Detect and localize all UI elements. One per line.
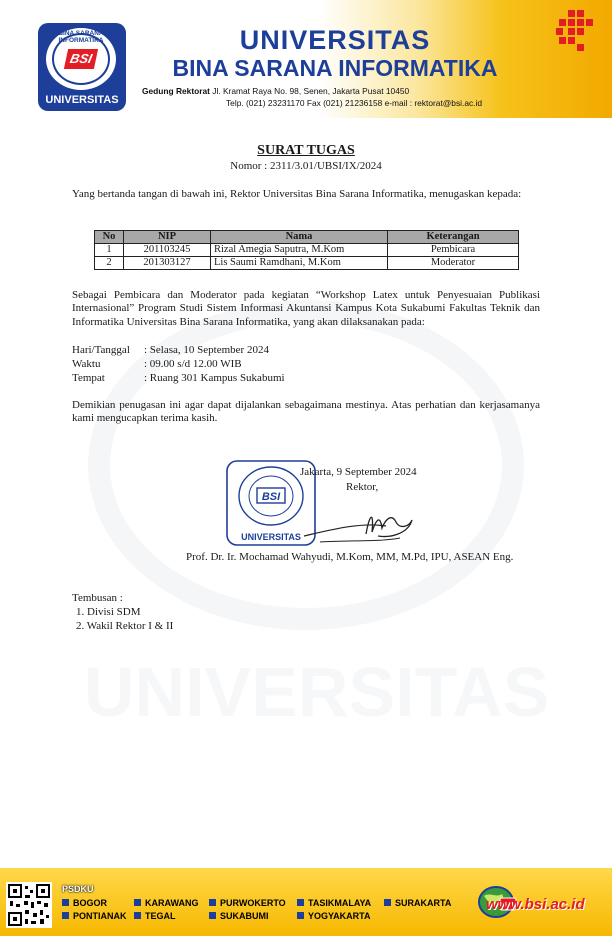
cc-item: 1. Divisi SDM bbox=[76, 606, 141, 618]
stamp-mark: BSI bbox=[261, 491, 281, 503]
row-no: 2 bbox=[95, 257, 124, 270]
signature-icon bbox=[300, 500, 420, 550]
stamp-label: UNIVERSITAS bbox=[241, 532, 301, 542]
row-no: 1 bbox=[95, 244, 124, 257]
location-item: KARAWANG bbox=[134, 898, 199, 908]
location-item: TASIKMALAYA bbox=[297, 898, 371, 908]
row-keterangan: Moderator bbox=[388, 257, 519, 270]
qr-code-icon bbox=[6, 882, 52, 928]
table-header-row bbox=[95, 231, 519, 244]
address-building: Gedung Rektorat bbox=[142, 86, 210, 96]
intro-paragraph: Yang bertanda tangan di bawah ini, Rektor Universitas Bina Sarana Informatika, menugaskan kepada: bbox=[72, 188, 522, 200]
detail-label: Tempat bbox=[72, 372, 105, 384]
row-nip: 201103245 bbox=[124, 244, 211, 257]
detail-date bbox=[72, 344, 269, 357]
location-item: PONTIANAK bbox=[62, 911, 127, 921]
place-date: Jakarta, 9 September 2024 bbox=[300, 466, 417, 478]
row-nip: 201303127 bbox=[124, 257, 211, 270]
assignee-table bbox=[94, 230, 519, 270]
detail-value: : Selasa, 10 September 2024 bbox=[144, 344, 269, 356]
cc-title: Tembusan : bbox=[72, 592, 123, 604]
row-nama: Lis Saumi Ramdhani, M.Kom bbox=[211, 257, 388, 270]
address-line bbox=[142, 86, 409, 96]
university-subtitle: BINA SARANA INFORMATIKA bbox=[172, 55, 498, 81]
watermark-text: UNIVERSITAS bbox=[84, 653, 550, 731]
logo-label: UNIVERSITAS bbox=[45, 94, 119, 106]
col-nip-header: NIP bbox=[124, 231, 211, 244]
closing-paragraph: Demikian penugasan ini agar dapat dijalankan sebagaimana mestinya. Atas perhatian dan kerjasamanya kami mengucapkan terima kasih. bbox=[72, 399, 540, 425]
signer-name: Prof. Dr. Ir. Mochamad Wahyudi, M.Kom, MM, M.Pd, IPU, ASEAN Eng. bbox=[186, 551, 514, 563]
col-nama-header: Nama bbox=[211, 231, 388, 244]
signer-role: Rektor, bbox=[346, 481, 379, 493]
col-keterangan-header: Keterangan bbox=[388, 231, 519, 244]
address-street: Jl. Kramat Raya No. 98, Senen, Jakarta Pusat 10450 bbox=[209, 86, 410, 96]
body-paragraph: Sebagai Pembicara dan Moderator pada kegiatan “Workshop Latex untuk Penyesuaian Publikasi Internasional” Program Studi Sistem Informasi Akuntansi Kampus Kota Sukabumi Fakultas Teknik dan Informatika Universitas Bina Sarana Informatika, yang akan dilaksanakan pada: bbox=[72, 289, 540, 328]
detail-value: : Ruang 301 Kampus Sukabumi bbox=[144, 372, 285, 384]
cc-item: 2. Wakil Rektor I & II bbox=[76, 620, 174, 632]
location-item: YOGYAKARTA bbox=[297, 911, 371, 921]
contact-line: Telp. (021) 23231170 Fax (021) 21236158 e-mail : rektorat@bsi.ac.id bbox=[226, 98, 483, 108]
document-number: Nomor : 2311/3.01/UBSI/IX/2024 bbox=[230, 160, 382, 172]
table-row bbox=[95, 244, 519, 257]
university-title: UNIVERSITAS bbox=[239, 25, 431, 55]
location-item: BOGOR bbox=[62, 898, 107, 908]
document-title: SURAT TUGAS bbox=[257, 143, 355, 158]
decorative-dots-icon bbox=[556, 10, 596, 52]
detail-value: : 09.00 s/d 12.00 WIB bbox=[144, 358, 242, 370]
detail-time bbox=[72, 358, 242, 371]
website-link[interactable]: www.bsi.ac.id bbox=[486, 896, 585, 913]
row-keterangan: Pembicara bbox=[388, 244, 519, 257]
location-item: TEGAL bbox=[134, 911, 176, 921]
logo-bsi-mark: BSI bbox=[64, 49, 98, 69]
logo-arc-text: BINA SARANA INFORMATIKA bbox=[58, 30, 104, 44]
table-row bbox=[95, 257, 519, 270]
psdku-label: PSDKU bbox=[62, 884, 94, 894]
detail-place bbox=[72, 372, 285, 385]
location-item: SURAKARTA bbox=[384, 898, 451, 908]
detail-label: Hari/Tanggal bbox=[72, 344, 130, 356]
col-no-header: No bbox=[95, 231, 124, 244]
row-nama: Rizal Amegia Saputra, M.Kom bbox=[211, 244, 388, 257]
location-item: SUKABUMI bbox=[209, 911, 269, 921]
location-item: PURWOKERTO bbox=[209, 898, 286, 908]
detail-label: Waktu bbox=[72, 358, 101, 370]
